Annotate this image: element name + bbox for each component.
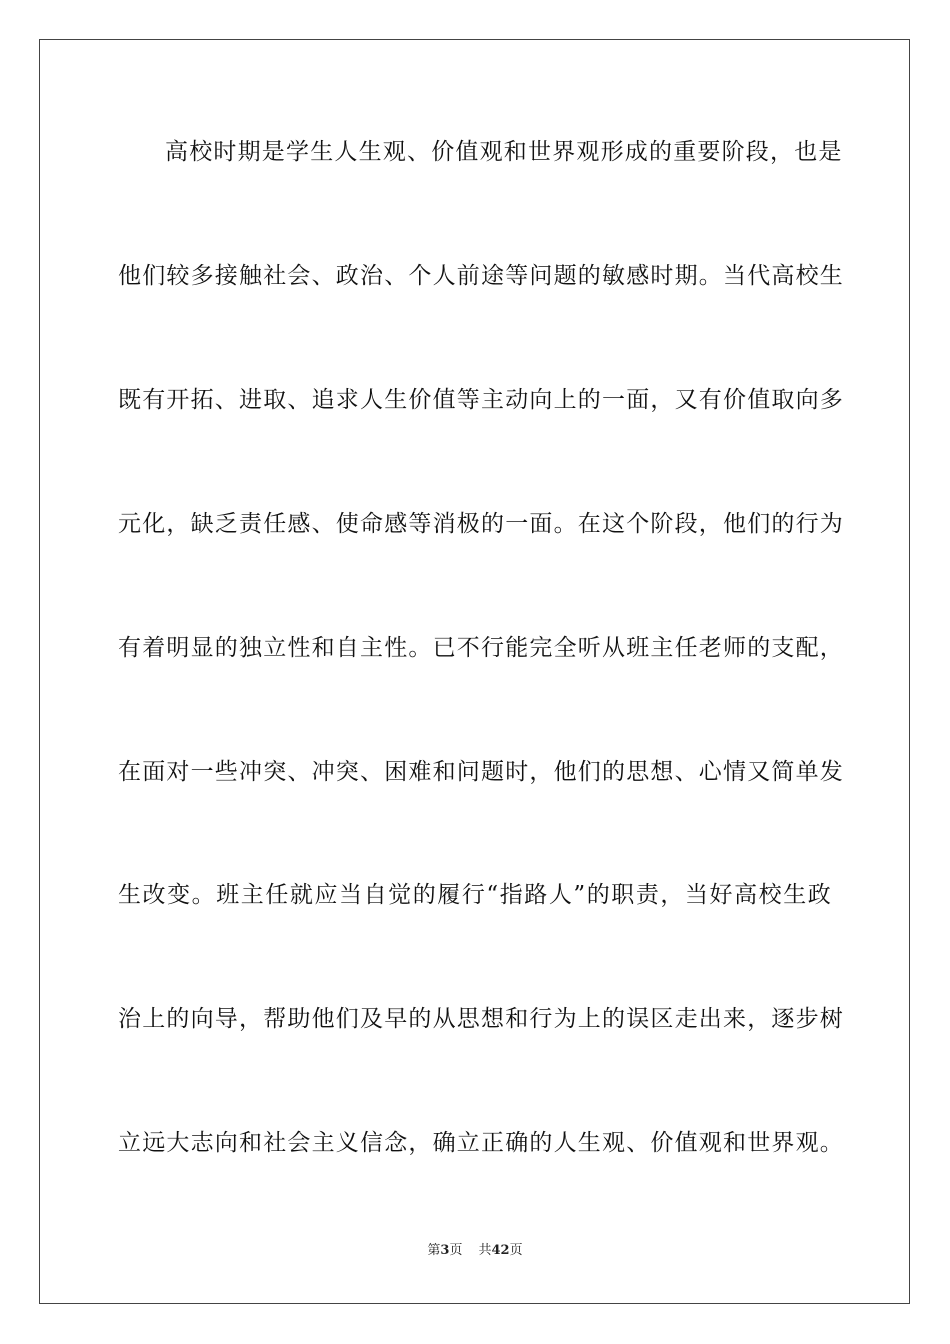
text-line-9: 立远大志向和社会主义信念，确立正确的人生观、价值观和世界观。	[118, 1130, 844, 1156]
text-line-8: 治上的向导，帮助他们及早的从思想和行为上的误区走出来，逐步树	[118, 1006, 844, 1032]
total-prefix: 共	[478, 1243, 492, 1258]
text-line-6: 在面对一些冲突、冲突、困难和问题时，他们的思想、心情又简单发	[118, 759, 844, 785]
total-pages: 42	[491, 1243, 510, 1258]
page-footer	[0, 1242, 950, 1260]
page-prefix: 第	[427, 1243, 441, 1258]
text-line-4: 元化，缺乏责任感、使命感等消极的一面。在这个阶段，他们的行为	[118, 511, 844, 537]
page-border	[39, 39, 910, 1304]
text-line-3: 既有开拓、进取、追求人生价值等主动向上的一面，又有价值取向多	[118, 387, 844, 413]
text-line-2: 他们较多接触社会、政治、个人前途等问题的敏感时期。当代高校生	[118, 263, 844, 289]
page-suffix: 页	[449, 1243, 463, 1258]
page-number: 3	[440, 1243, 450, 1258]
text-line-5: 有着明显的独立性和自主性。已不行能完全听从班主任老师的支配，	[118, 635, 844, 661]
text-line-7: 生改变。班主任就应当自觉的履行“指路人”的职责，当好高校生政	[118, 882, 832, 908]
text-line-1: 高校时期是学生人生观、价值观和世界观形成的重要阶段，也是	[165, 139, 843, 165]
total-suffix: 页	[509, 1243, 523, 1258]
